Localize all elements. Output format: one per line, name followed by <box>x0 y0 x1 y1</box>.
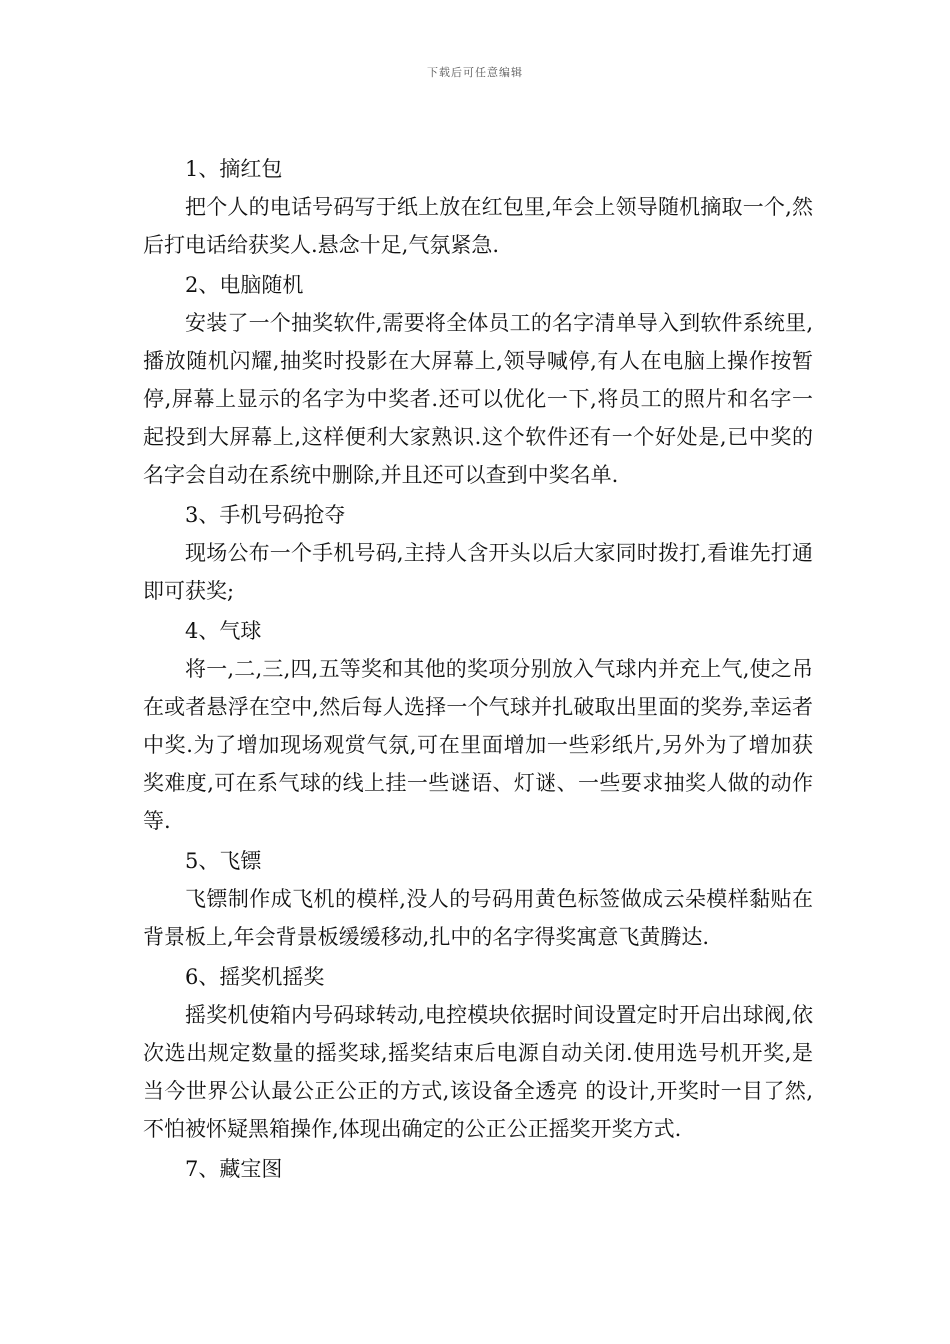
section-heading-6: 6、摇奖机摇奖 <box>185 965 325 989</box>
section-heading-2: 2、电脑随机 <box>185 273 304 297</box>
page-header-note: 下载后可任意编辑 <box>427 66 523 79</box>
section-heading-1: 1、摘红包 <box>185 157 283 181</box>
section-body-4: 将一,二,三,四,五等奖和其他的奖项分别放入气球内并充上气,使之吊在或者悬浮在空中,然后每人选择一个气球并扎破取出里面的奖券,幸运者中奖.为了增加现场观赏气氛,可在里面增加一些彩纸片,另外为了增加获奖难度,可在系气球的线上挂一些谜语、灯谜、一些要求抽奖人做的动作等. <box>143 657 813 833</box>
section-body-1: 把个人的电话号码写于纸上放在红包里,年会上领导随机摘取一个,然后打电话给获奖人.悬念十足,气氛紧急. <box>143 195 813 257</box>
section-heading-5: 5、飞镖 <box>185 849 262 873</box>
section-body-6: 摇奖机使箱内号码球转动,电控模块依据时间设置定时开启出球阀,依次选出规定数量的摇奖球,摇奖结束后电源自动关闭.使用选号机开奖,是当今世界公认最公正公正的方式,该设备全透亮 的设计,开奖时一目了然,不怕被怀疑黑箱操作,体现出确定的公正公正摇奖开奖方式. <box>143 1003 813 1141</box>
section-body-5: 飞镖制作成飞机的模样,没人的号码用黄色标签做成云朵模样黏贴在背景板上,年会背景板缓缓移动,扎中的名字得奖寓意飞黄腾达. <box>143 887 813 949</box>
document-body <box>143 150 813 1188</box>
section-body-3: 现场公布一个手机号码,主持人含开头以后大家同时拨打,看谁先打通即可获奖; <box>143 541 813 603</box>
section-heading-3: 3、手机号码抢夺 <box>185 503 346 527</box>
section-heading-4: 4、气球 <box>185 619 262 643</box>
section-body-2: 安装了一个抽奖软件,需要将全体员工的名字清单导入到软件系统里,播放随机闪耀,抽奖时投影在大屏幕上,领导喊停,有人在电脑上操作按暂停,屏幕上显示的名字为中奖者.还可以优化一下,将员工的照片和名字一起投到大屏幕上,这样便利大家熟识.这个软件还有一个好处是,已中奖的名字会自动在系统中删除,并且还可以查到中奖名单. <box>143 311 813 487</box>
section-heading-7: 7、藏宝图 <box>185 1157 283 1181</box>
